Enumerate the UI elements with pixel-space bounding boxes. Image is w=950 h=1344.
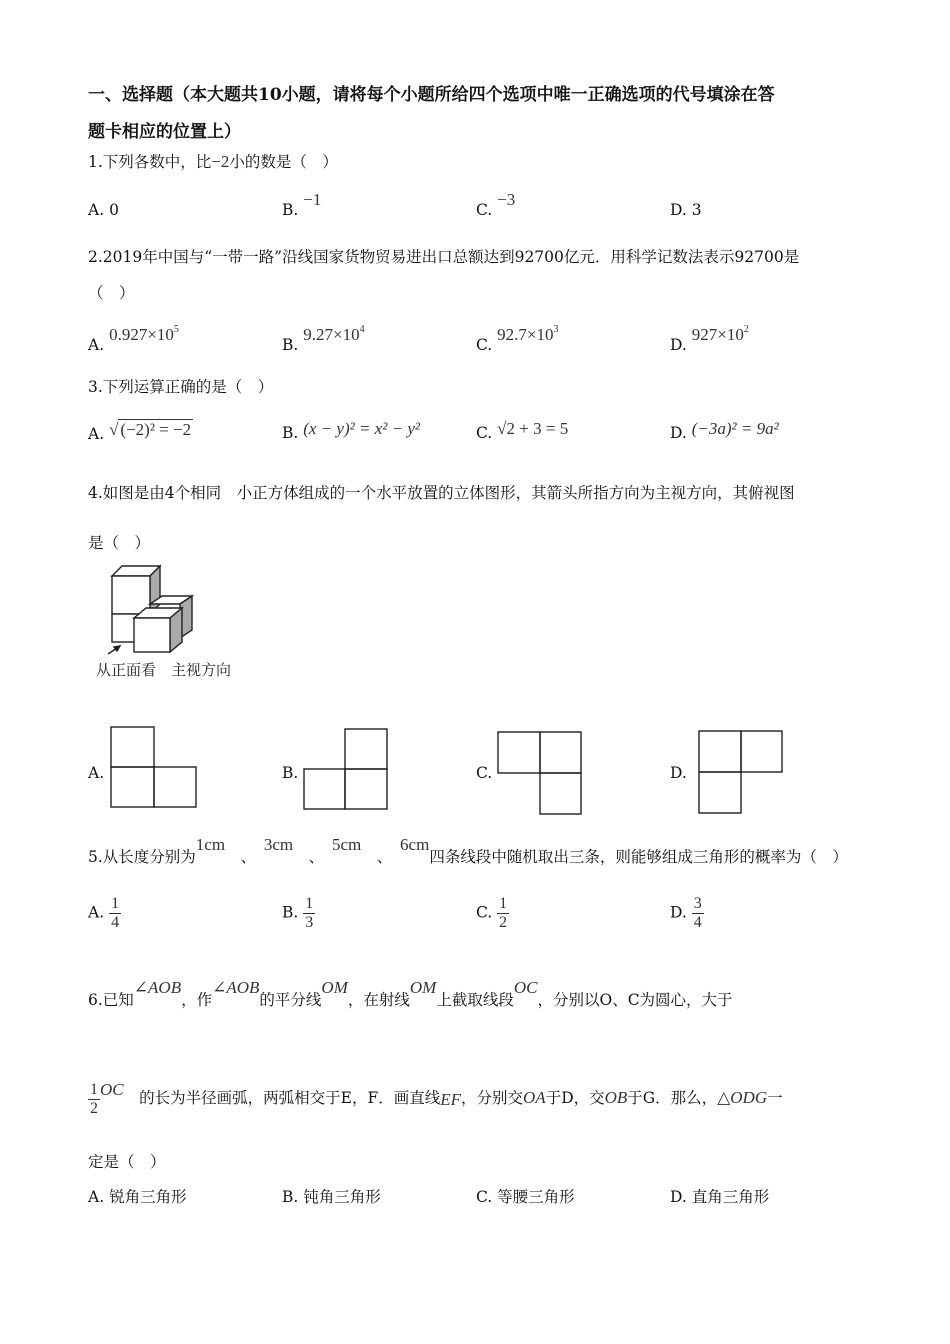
section-title-line1: 一、选择题（本大题共10小题，请将每个小题所给四个选项中唯一正确选项的代号填涂在答 (88, 85, 775, 105)
q6-option-d[interactable]: D. 直角三角形 (670, 1188, 770, 1206)
cube-figure (90, 562, 280, 687)
q1-option-b[interactable]: B. −1 (282, 190, 322, 219)
q6-option-a[interactable]: A. 锐角三角形 (88, 1188, 187, 1206)
q4-figure-caption: 从正面看 主视方向 (96, 661, 232, 679)
fraction: $\frac{3}{4}$ (693, 895, 702, 931)
q1-stem-text: 1.下列各数中，比 (88, 153, 212, 171)
q6-option-b[interactable]: B. 钝角三角形 (282, 1188, 381, 1206)
q2-option-d[interactable]: D. $927\times 10^2$ (670, 324, 749, 354)
q3-option-d[interactable]: D. (−3a)² = 9a² (670, 419, 779, 442)
q5-option-a[interactable]: A. $\frac{1}{4}$ (88, 895, 120, 931)
section-title-line2: 题卡相应的位置上） (88, 122, 241, 142)
q4-option-a[interactable]: A. (88, 764, 105, 782)
q2-stem-line2: （ ） (88, 284, 135, 302)
fraction: $\frac{1}{3}$ (305, 895, 314, 931)
q3-option-b[interactable]: B. (x − y)² = x² − y² (282, 419, 420, 442)
q6-option-c[interactable]: C. 等腰三角形 (476, 1188, 575, 1206)
sqrt-icon: √ (−2)² = −2 (109, 420, 192, 439)
q2-option-c[interactable]: C. $92.7\times 10^3$ (476, 324, 559, 354)
q2-option-a[interactable]: A. $0.927\times 10^5$ (88, 324, 179, 354)
q4-stem-line1: 4.如图是由4个相同 小正方体组成的一个水平放置的立体图形，其箭头所指方向为主视方向，其俯视图 (88, 484, 795, 502)
q3-option-a[interactable]: A. √ (−2)² = −2 (88, 420, 192, 443)
q4-option-c-figure (497, 731, 587, 817)
q4-option-c[interactable]: C. (476, 764, 493, 782)
q4-option-a-figure (110, 726, 200, 810)
cube-drawing (108, 566, 192, 654)
q1-option-d[interactable]: D. 3 (670, 201, 702, 219)
q2-option-b[interactable]: B. $9.27\times 10^4$ (282, 324, 365, 354)
q4-option-b-figure (303, 728, 393, 812)
sqrt-icon: √2 + 3 = 5 (497, 419, 569, 438)
q5-option-c[interactable]: C. $\frac{1}{2}$ (476, 895, 508, 931)
q5-stem: 5.从长度分别为1cm 、 3cm 、 5cm 、 6cm四条线段中随机取出三条，则能够组成三角形的概率为（ ） (88, 835, 848, 866)
q6-stem-line2: $\frac{1}{2}$ OC 的长为半径画弧，两弧相交于E，F．画直线EF，分别交OA于D，交OB于G．那么，△ODG一 (90, 1080, 783, 1117)
fraction: $\frac{1}{4}$ (111, 895, 120, 931)
q1-stem-math: −2 (211, 152, 230, 171)
fraction: $\frac{1}{2}$ (90, 1080, 98, 1117)
q4-option-d-figure (698, 730, 788, 816)
q1-option-c[interactable]: C. −3 (476, 190, 516, 219)
q6-stem-line3: 定是（ ） (88, 1153, 166, 1171)
q4-option-d[interactable]: D. (670, 764, 687, 782)
q3-stem: 3.下列运算正确的是（ ） (88, 378, 274, 396)
q5-option-d[interactable]: D. $\frac{3}{4}$ (670, 895, 702, 931)
q1-stem (88, 152, 338, 172)
q4-option-b[interactable]: B. (282, 764, 299, 782)
q6-stem-line1: 6.已知∠AOB，作∠AOB的平分线OM，在射线OM上截取线段OC，分别以O、C为圆心，大于 (88, 978, 733, 1009)
q1-option-a[interactable]: A. 0 (88, 201, 119, 219)
q3-option-c[interactable]: C. √2 + 3 = 5 (476, 419, 569, 442)
q1-stem-text-2: 小的数是（ ） (229, 153, 338, 171)
q4-stem-line2: 是（ ） (88, 534, 151, 552)
q5-option-b[interactable]: B. $\frac{1}{3}$ (282, 895, 314, 931)
fraction: $\frac{1}{2}$ (499, 895, 508, 931)
q2-stem-line1: 2.2019年中国与“一带一路”沿线国家货物贸易进出口总额达到92700亿元．用科学记数法表示92700是 (88, 248, 800, 266)
